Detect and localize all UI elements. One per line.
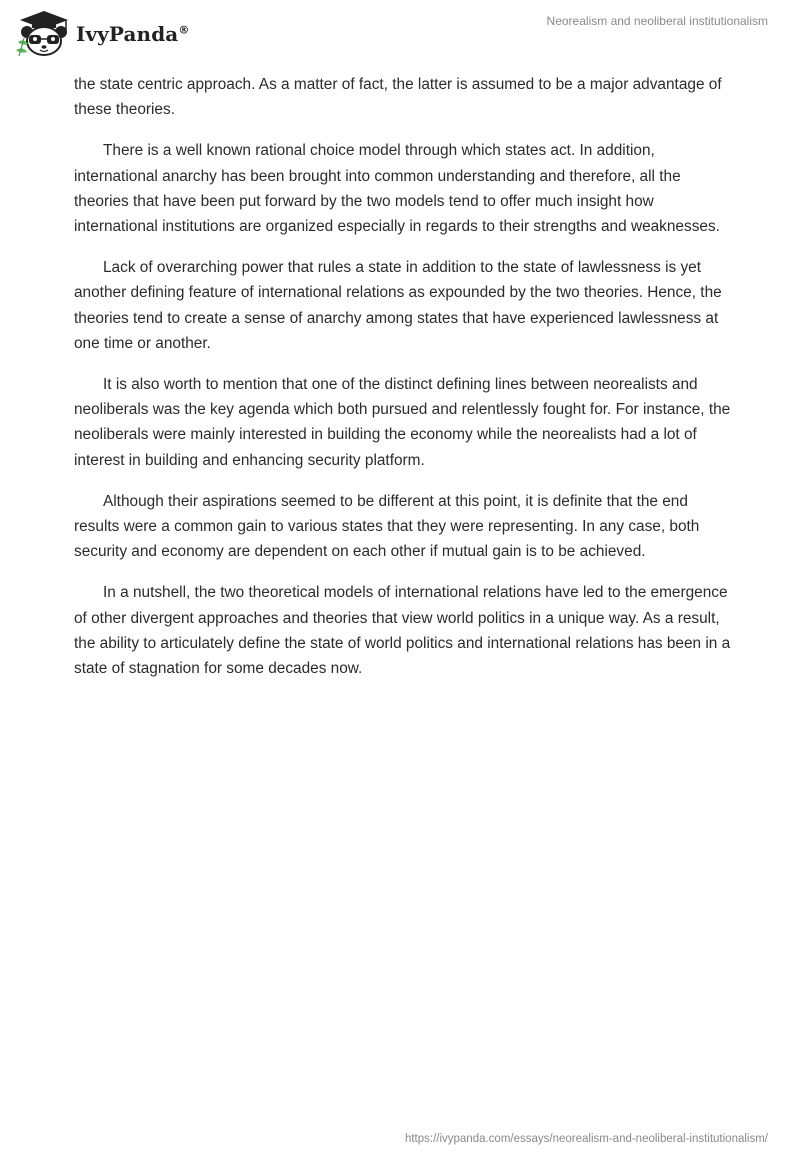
source-url[interactable]: https://ivypanda.com/essays/neorealism-and-neoliberal-institutionalism/ [404,1133,768,1145]
paragraph: It is also worth to mention that one of the distinct defining lines between neorealists and neoliberals was the key agenda which both pursued and relentlessly fought for. For instance, the neoliberals were mainly interested in building the economy while the neorealists had a lot of interest in building and enhancing security platform. [74,376,731,469]
brand-name: IvyPanda® [76,22,190,46]
paragraph: Lack of overarching power that rules a state in addition to the state of lawlessness is yet another defining feature of international relations as expounded by the two theories. Hence, the theories tend to create a sense of anarchy among states that have experienced lawlessness at one time or another. [74,259,722,352]
essay-body [74,72,734,697]
paragraph: There is a well known rational choice model through which states act. In addition, international anarchy has been brought into common understanding and therefore, all the theories that have been put forward by the two models tend to offer much insight how international institutions are organized especially in regards to their strengths and weaknesses. [74,142,720,236]
paragraph: Although their aspirations seemed to be different at this point, it is definite that the end results were a common gain to various states that they were representing. In any case, both security and economy are dependent on each other if mutual gain is to be achieved. [74,492,700,561]
panda-graduate-icon [14,8,72,58]
paragraph-continued: the state centric approach. As a matter of fact, the latter is assumed to be a major advantage of these theories. [74,76,722,119]
page-header [0,0,800,70]
document-title: Neorealism and neoliberal institutionalism [546,14,768,28]
registered-mark: ® [178,23,190,37]
brand-logo[interactable] [14,8,189,58]
paragraph: In a nutshell, the two theoretical models of international relations have led to the emergence of other divergent approaches and theories that view world politics in a unique way. As a result, the ability to articulately define the state of world politics and international relations has been in a state of stagnation for some decades now. [74,584,731,678]
